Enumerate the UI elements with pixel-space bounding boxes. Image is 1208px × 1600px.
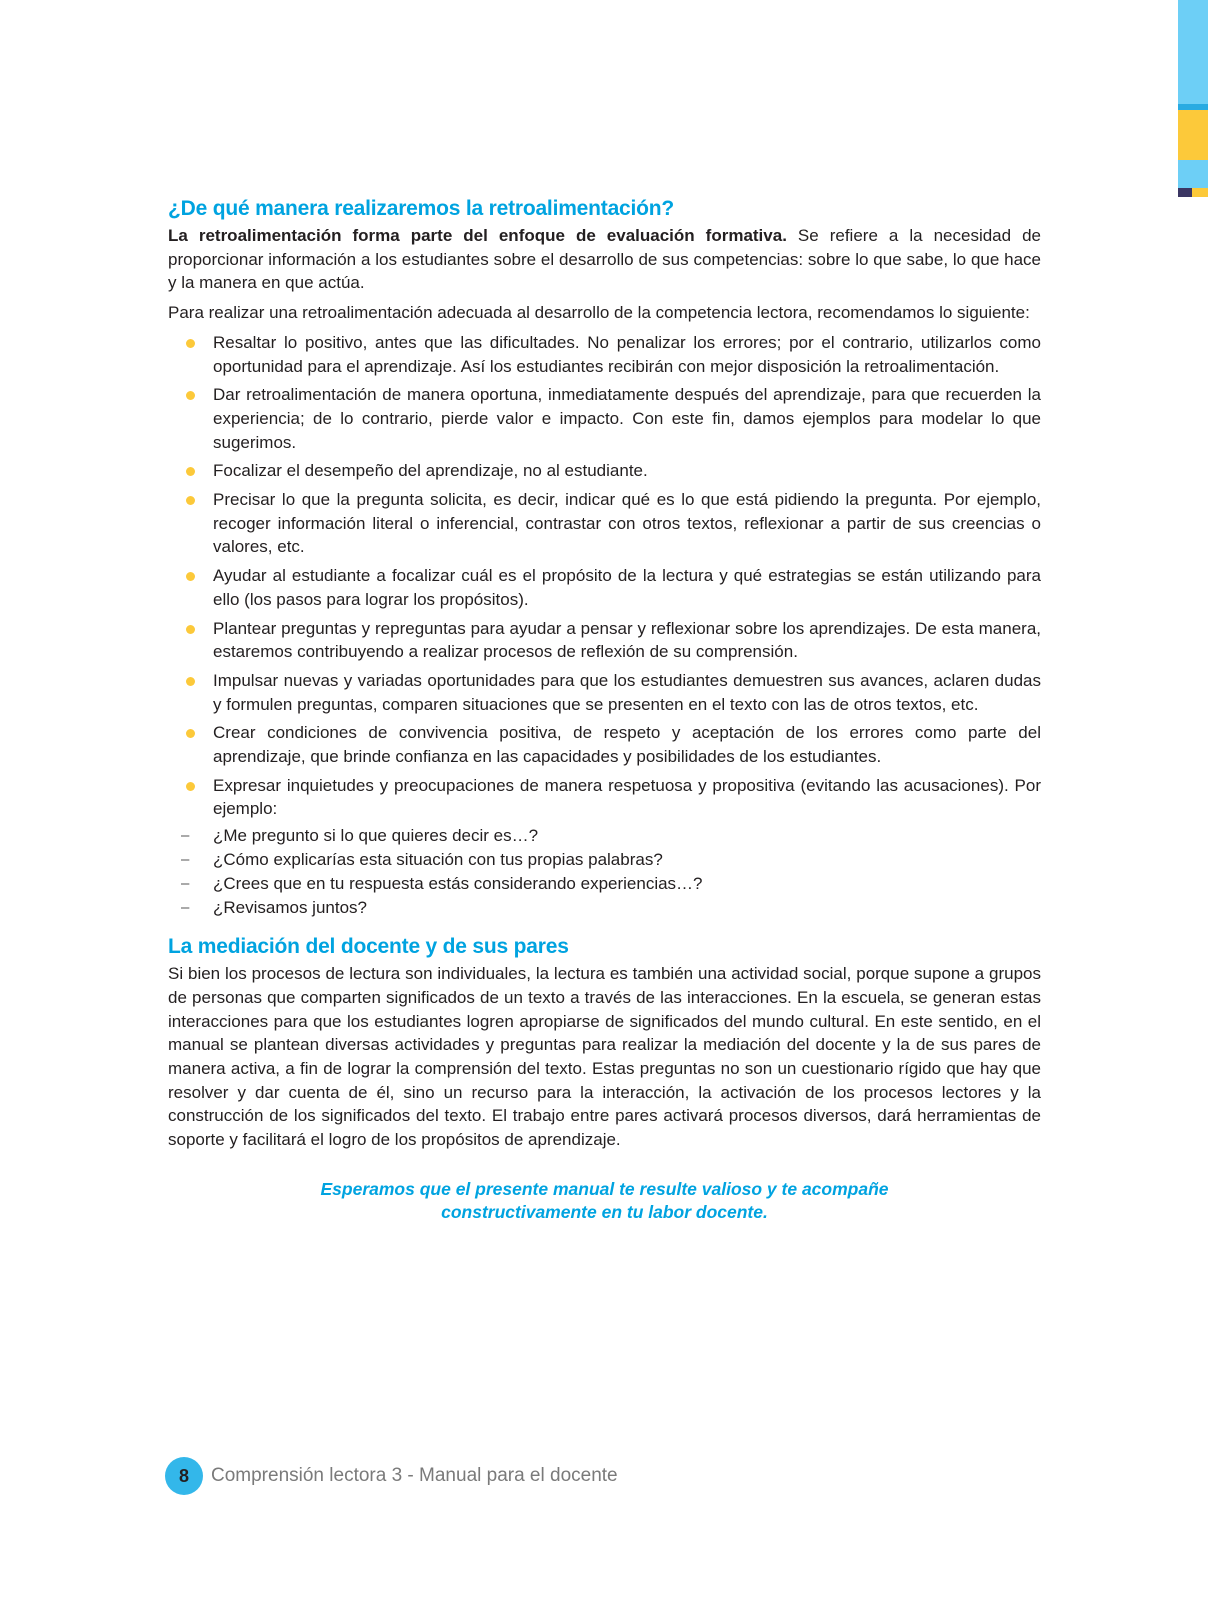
bullet-dot-icon (186, 729, 195, 738)
list-item: Ayudar al estudiante a focalizar cuál es el propósito de la lectura y qué estrategias se están utilizando para ello (los pasos para lograr los propósitos). (168, 564, 1041, 611)
footer-book-title: Comprensión lectora 3 - Manual para el docente (211, 1465, 618, 1486)
page-number-badge: 8 (165, 1457, 203, 1495)
list-item: Crear condiciones de convivencia positiva, de respeto y aceptación de los errores como parte del aprendizaje, que brinde confianza en las capacidades y posibilidades de los estudiantes. (168, 721, 1041, 768)
example-question: – ¿Revisamos juntos? (213, 896, 1041, 920)
bullet-dot-icon (186, 572, 195, 581)
list-item: Focalizar el desempeño del aprendizaje, no al estudiante. (168, 459, 1041, 483)
example-questions-list (181, 824, 1041, 920)
section-heading-feedback: ¿De qué manera realizaremos la retroalimentación? (168, 197, 675, 220)
side-tab-purple-marker (1178, 188, 1192, 197)
list-item: Plantear preguntas y repreguntas para ayudar a pensar y reflexionar sobre los aprendizajes. De esta manera, estaremos contribuyendo a realizar procesos de reflexión de su comprensión. (168, 617, 1041, 664)
example-question: – ¿Me pregunto si lo que quieres decir es…? (213, 824, 1041, 848)
example-question: – ¿Cómo explicarías esta situación con tus propias palabras? (213, 848, 1041, 872)
mediation-paragraph: Si bien los procesos de lectura son individuales, la lectura es también una actividad social, porque supone a grupos de personas que comparten significados de un texto a través de las interacciones. En la escuela, se generan estas interacciones para que los estudiantes logren apropiarse de significados del mundo cultural. En este sentido, en el manual se plantean diversas actividades y preguntas para realizar la mediación del docente y la de sus pares de manera activa, a fin de lograr la comprensión del texto. Estas preguntas no son un cuestionario rígido que hay que resolver y dar cuenta de él, sino un recurso para la interacción, la activación de los procesos lectores y la construcción de los significados del texto. El trabajo entre pares activará procesos diversos, dará herramientas de soporte y facilitará el logro de los propósitos de aprendizaje. (168, 964, 1041, 1150)
dash-icon: – (181, 851, 190, 869)
recommendation-list (168, 331, 1041, 920)
dash-icon: – (181, 827, 190, 845)
recommendation-intro: Para realizar una retroalimentación adecuada al desarrollo de la competencia lectora, recomendamos lo siguiente: (168, 303, 1030, 323)
intro-bold-text: La retroalimentación forma parte del enfoque de evaluación formativa. (168, 226, 787, 245)
dash-icon: – (181, 899, 190, 917)
side-tab-yellow-marker (1192, 188, 1208, 197)
closing-message: Esperamos que el presente manual te resulte valioso y te acompañe constructivamente en tu labor docente. (320, 1178, 889, 1222)
section-heading-mediation: La mediación del docente y de sus pares (168, 935, 569, 959)
bullet-dot-icon (186, 339, 195, 348)
bullet-dot-icon (186, 625, 195, 634)
example-question: – ¿Crees que en tu respuesta estás considerando experiencias…? (213, 872, 1041, 896)
bullet-dot-icon (186, 782, 195, 791)
bullet-dot-icon (186, 391, 195, 400)
list-item: Expresar inquietudes y preocupaciones de manera respetuosa y propositiva (evitando las acusaciones). Por ejemplo: – ¿Me pregunto si lo que quieres decir es…? – ¿Cómo explicarías esta situación con tus propias palabras? – ¿Crees que en tu respuesta estás considerando experiencias…? – ¿Revisamos juntos? (168, 774, 1041, 920)
intro-paragraph (168, 224, 1041, 295)
side-tab-yellow (1178, 110, 1208, 160)
intro-rest-text: Se refiere a la necesidad de proporcionar información a los estudiantes sobre el desarrollo de sus competencias: sobre lo que sabe, lo que hace y la manera en que actúa. (168, 226, 1042, 293)
list-item: Impulsar nuevas y variadas oportunidades para que los estudiantes demuestren sus avances, aclaren dudas y formulen preguntas, comparen situaciones que se presenten en el texto con las de otros textos, etc. (168, 669, 1041, 716)
side-tab-blue (1178, 0, 1208, 104)
side-tab-blue-lower (1178, 160, 1208, 188)
list-item: Dar retroalimentación de manera oportuna, inmediatamente después del aprendizaje, para que recuerden la experiencia; de lo contrario, pierde valor e impacto. Con este fin, damos ejemplos para modelar lo que sugerimos. (168, 383, 1041, 454)
bullet-dot-icon (186, 467, 195, 476)
page-footer (165, 1456, 618, 1496)
dash-icon: – (181, 875, 190, 893)
list-item: Resaltar lo positivo, antes que las dificultades. No penalizar los errores; por el contrario, utilizarlos como oportunidad para el aprendizaje. Así los estudiantes recibirán con mejor disposición la retroalimentación. (168, 331, 1041, 378)
bullet-dot-icon (186, 496, 195, 505)
list-item: Precisar lo que la pregunta solicita, es decir, indicar qué es lo que está pidiendo la pregunta. Por ejemplo, recoger información literal o inferencial, contrastar con otros textos, reflexionar a partir de sus creencias o valores, etc. (168, 488, 1041, 559)
bullet-dot-icon (186, 677, 195, 686)
page-content (168, 194, 1041, 1224)
